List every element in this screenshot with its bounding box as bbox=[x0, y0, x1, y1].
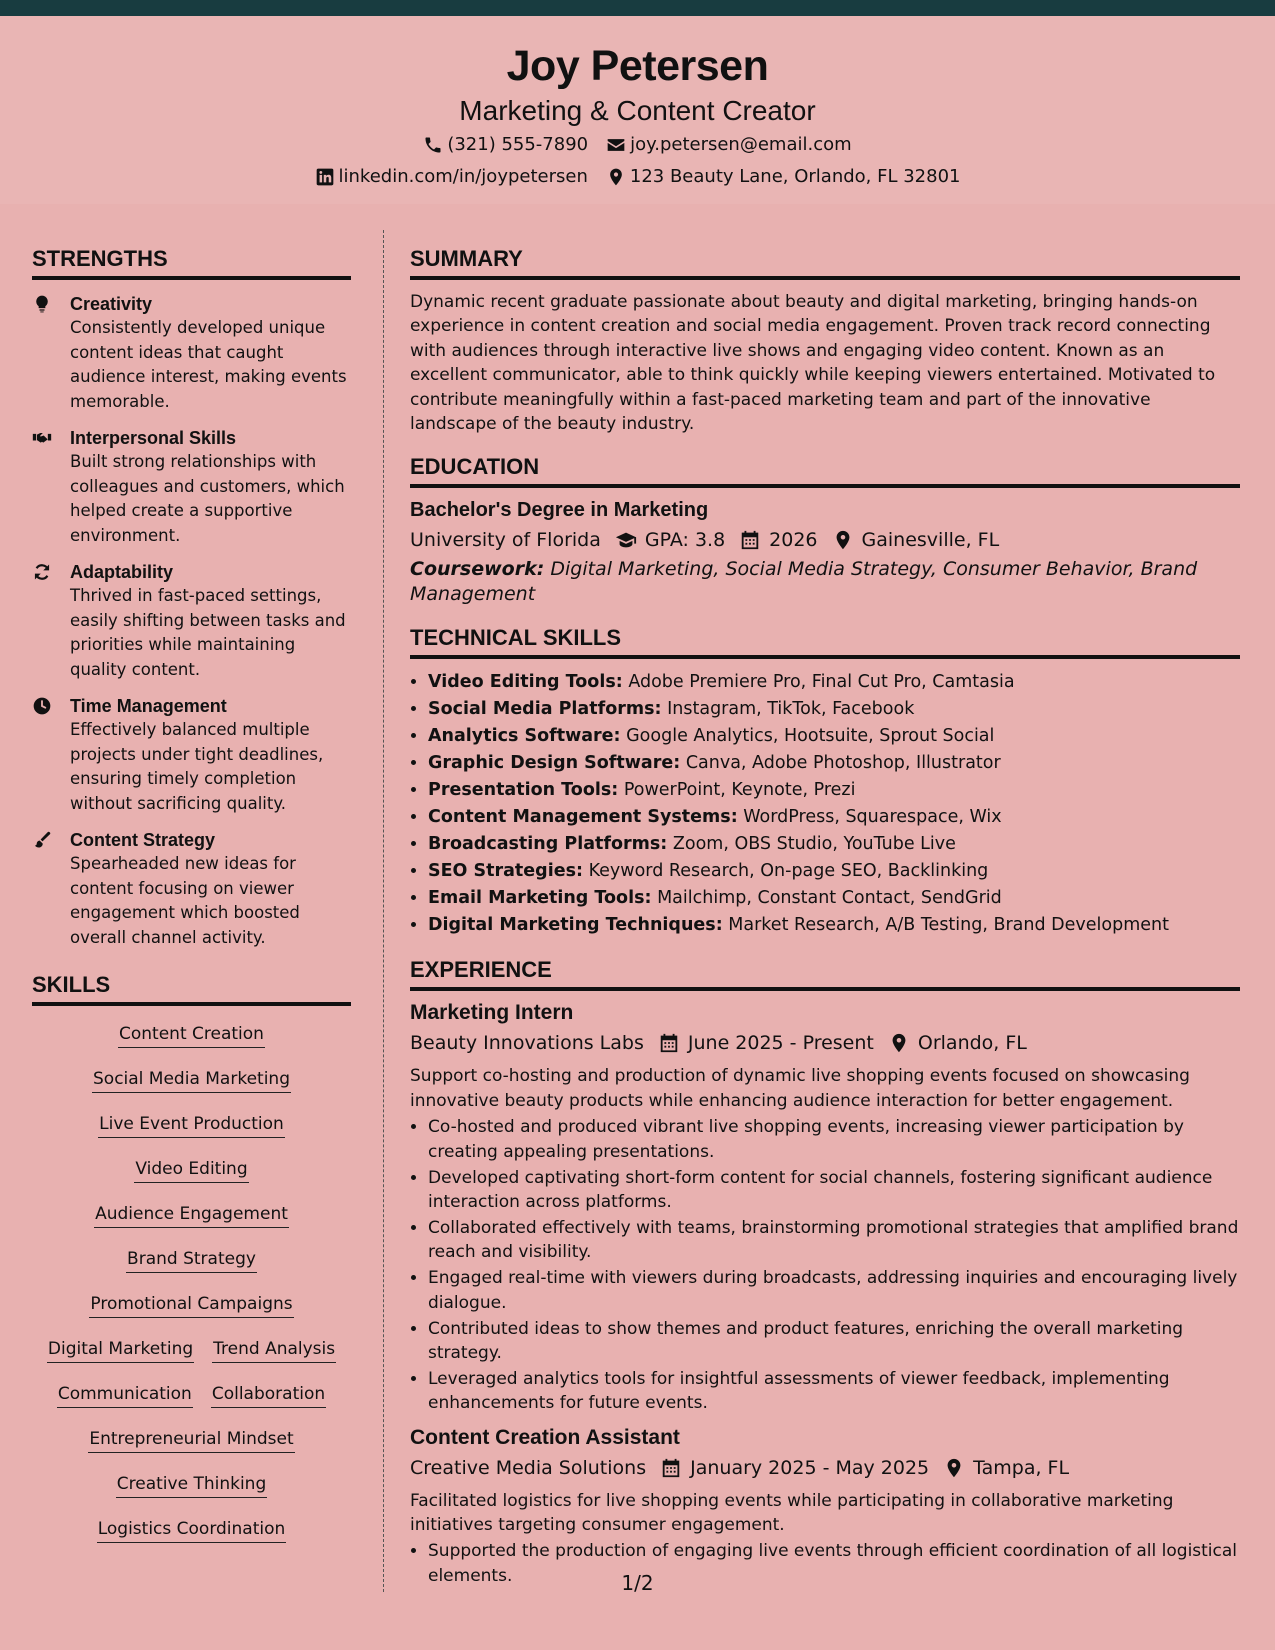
list-item bbox=[428, 777, 1240, 804]
list-item: • Engaged real-time with viewers during broadcasts, addressing inquiries and encouraging lively dialogue. bbox=[428, 1266, 1240, 1315]
strength-item bbox=[32, 560, 351, 682]
right-column bbox=[410, 246, 1240, 1590]
linkedin-contact[interactable] bbox=[315, 166, 588, 187]
strength-title: Creativity bbox=[70, 294, 153, 314]
job-meta bbox=[410, 1032, 1240, 1054]
coursework-label: Coursework: bbox=[410, 558, 545, 581]
graduation-cap-icon bbox=[615, 529, 637, 551]
address-text: 123 Beauty Lane, Orlando, FL 32801 bbox=[629, 166, 961, 187]
job-dates: January 2025 - May 2025 bbox=[690, 1456, 930, 1479]
address-contact bbox=[606, 166, 961, 187]
skill-tag: Content Creation bbox=[118, 1022, 265, 1048]
handshake-icon bbox=[32, 428, 52, 448]
skill-tag: Trend Analysis bbox=[212, 1337, 336, 1363]
list-item: • Developed captivating short-form content for social channels, fostering significant audience interaction across platforms. bbox=[428, 1166, 1240, 1215]
linkedin-text[interactable]: linkedin.com/in/joypetersen bbox=[338, 166, 588, 187]
skill-values: Canva, Adobe Photoshop, Illustrator bbox=[685, 753, 1001, 774]
strength-description: Consistently developed unique content ideas that caught audience interest, making events memorable. bbox=[70, 318, 347, 411]
skill-values: WordPress, Squarespace, Wix bbox=[743, 807, 1002, 828]
list-item: • Leveraged analytics tools for insightful assessments of viewer feedback, implementing enhancements for future events. bbox=[428, 1367, 1240, 1416]
phone-contact bbox=[423, 134, 588, 155]
skill-values: Adobe Premiere Pro, Final Cut Pro, Camtasia bbox=[628, 672, 1015, 693]
calendar-icon bbox=[660, 1457, 682, 1479]
list-item bbox=[428, 750, 1240, 777]
strength-description: Thrived in fast-paced settings, easily shifting between tasks and priorities while maintaining quality content. bbox=[70, 586, 346, 679]
degree-title: Bachelor's Degree in Marketing bbox=[410, 499, 709, 522]
calendar-icon bbox=[739, 529, 761, 551]
education-meta bbox=[410, 529, 1240, 551]
list-item bbox=[428, 885, 1240, 912]
strength-title: Time Management bbox=[70, 696, 227, 716]
job-title: Marketing Intern bbox=[410, 1001, 574, 1025]
map-pin-icon bbox=[888, 1032, 910, 1054]
contact-row-1 bbox=[0, 134, 1275, 155]
skill-tag: Brand Strategy bbox=[126, 1247, 257, 1273]
job-bullets bbox=[410, 1115, 1240, 1415]
strength-item bbox=[32, 694, 351, 816]
skill-values: Market Research, A/B Testing, Brand Development bbox=[728, 915, 1169, 936]
skill-tag: Social Media Marketing bbox=[92, 1067, 291, 1093]
technical-skills-heading: TECHNICAL SKILLS bbox=[410, 625, 1240, 659]
list-item bbox=[428, 858, 1240, 885]
skill-tag: Promotional Campaigns bbox=[89, 1292, 293, 1318]
list-item: • Contributed ideas to show themes and product features, enriching the overall marketing strategy. bbox=[428, 1317, 1240, 1366]
calendar-icon bbox=[658, 1032, 680, 1054]
summary-heading: SUMMARY bbox=[410, 246, 1240, 280]
candidate-name: Joy Petersen bbox=[506, 42, 769, 90]
skill-values: Zoom, OBS Studio, YouTube Live bbox=[672, 834, 956, 855]
refresh-icon bbox=[32, 562, 52, 582]
coursework bbox=[410, 557, 1240, 607]
skill-tag: Entrepreneurial Mindset bbox=[88, 1427, 294, 1453]
envelope-icon bbox=[606, 135, 626, 155]
clock-icon bbox=[32, 696, 52, 716]
paintbrush-icon bbox=[32, 830, 52, 850]
strength-item bbox=[32, 426, 351, 548]
skill-values: Instagram, TikTok, Facebook bbox=[667, 699, 915, 720]
skill-tag: Video Editing bbox=[134, 1157, 248, 1183]
skill-category: Email Marketing Tools: bbox=[428, 888, 652, 909]
company-name: Beauty Innovations Labs bbox=[410, 1032, 644, 1055]
skill-category: Graphic Design Software: bbox=[428, 753, 681, 774]
school-name: University of Florida bbox=[410, 529, 601, 552]
skill-category: Social Media Platforms: bbox=[428, 699, 662, 720]
list-item bbox=[428, 804, 1240, 831]
resume-header bbox=[0, 16, 1275, 204]
strength-description: Spearheaded new ideas for content focusing on viewer engagement which boosted overall channel activity. bbox=[70, 854, 300, 947]
column-divider bbox=[383, 230, 384, 1592]
skill-tag: Live Event Production bbox=[98, 1112, 285, 1138]
strength-description: Built strong relationships with colleagues and customers, which helped create a supportive environment. bbox=[70, 452, 345, 545]
list-item bbox=[428, 696, 1240, 723]
skill-category: SEO Strategies: bbox=[428, 861, 583, 882]
education-section bbox=[410, 454, 1240, 607]
strength-title: Content Strategy bbox=[70, 830, 216, 850]
email-contact[interactable] bbox=[606, 134, 852, 155]
school-location: Gainesville, FL bbox=[861, 529, 1000, 552]
skill-category: Analytics Software: bbox=[428, 726, 621, 747]
list-item bbox=[428, 912, 1240, 939]
contact-row-2 bbox=[0, 166, 1275, 187]
skills-list bbox=[32, 1006, 351, 1562]
skill-values: Mailchimp, Constant Contact, SendGrid bbox=[657, 888, 1002, 909]
skill-tag: Audience Engagement bbox=[94, 1202, 289, 1228]
skill-tag: Digital Marketing bbox=[47, 1337, 194, 1363]
list-item bbox=[428, 831, 1240, 858]
list-item: • Co-hosted and produced vibrant live shopping events, increasing viewer participation by creating appealing presentations. bbox=[428, 1115, 1240, 1164]
skill-category: Broadcasting Platforms: bbox=[428, 834, 668, 855]
phone-icon bbox=[423, 135, 443, 155]
map-pin-icon bbox=[606, 167, 626, 187]
skills-heading: SKILLS bbox=[32, 972, 351, 1006]
left-column bbox=[32, 246, 351, 1562]
gpa-text: GPA: 3.8 bbox=[644, 529, 726, 552]
skill-category: Video Editing Tools: bbox=[428, 672, 623, 693]
strengths-heading: STRENGTHS bbox=[32, 246, 351, 280]
experience-section bbox=[410, 957, 1240, 1588]
education-heading: EDUCATION bbox=[410, 454, 1240, 488]
phone-text: (321) 555-7890 bbox=[447, 134, 589, 155]
list-item bbox=[428, 723, 1240, 750]
technical-skills-list bbox=[410, 669, 1240, 939]
summary-text: Dynamic recent graduate passionate about beauty and digital marketing, bringing hands-on experience in content creation and social media engagement. Proven track record connecting with audiences through interactive live shows and engaging video content. Known as an excellent communicator, able to think quickly while keeping viewers entertained. Motivated to contribute meaningfully within a fast-paced marketing team and part of the innovative landscape of the beauty industry. bbox=[410, 292, 1216, 435]
skill-category: Digital Marketing Techniques: bbox=[428, 915, 723, 936]
list-item: • Supported the production of engaging live events through efficient coordination of all logistical elements. bbox=[428, 1539, 1240, 1588]
skill-values: PowerPoint, Keynote, Prezi bbox=[623, 780, 856, 801]
strength-title: Adaptability bbox=[70, 562, 174, 582]
job-summary: Facilitated logistics for live shopping events while participating in collaborative marketing initiatives targeting consumer engagement. bbox=[410, 1490, 1174, 1536]
company-name: Creative Media Solutions bbox=[410, 1456, 647, 1479]
skill-category: Content Management Systems: bbox=[428, 807, 738, 828]
job-title: Content Creation Assistant bbox=[410, 1425, 680, 1449]
top-accent-bar bbox=[0, 0, 1275, 16]
job-location: Orlando, FL bbox=[917, 1032, 1027, 1055]
strength-item bbox=[32, 828, 351, 950]
job-meta bbox=[410, 1457, 1240, 1479]
linkedin-icon bbox=[315, 167, 335, 187]
email-text[interactable]: joy.petersen@email.com bbox=[630, 134, 852, 155]
skill-tag: Creative Thinking bbox=[116, 1472, 267, 1498]
skill-tag: Collaboration bbox=[211, 1382, 326, 1408]
list-item bbox=[428, 669, 1240, 696]
job-location: Tampa, FL bbox=[973, 1456, 1070, 1479]
strength-item bbox=[32, 292, 351, 414]
graduation-year: 2026 bbox=[769, 529, 818, 552]
page-number: 1/2 bbox=[621, 1571, 654, 1595]
skill-values: Google Analytics, Hootsuite, Sprout Social bbox=[626, 726, 995, 747]
map-pin-icon bbox=[832, 529, 854, 551]
skill-category: Presentation Tools: bbox=[428, 780, 619, 801]
skill-values: Keyword Research, On-page SEO, Backlinking bbox=[588, 861, 989, 882]
strength-title: Interpersonal Skills bbox=[70, 428, 237, 448]
skill-tag: Communication bbox=[57, 1382, 193, 1408]
lightbulb-icon bbox=[32, 294, 52, 314]
skill-tag: Logistics Coordination bbox=[97, 1517, 287, 1543]
candidate-title: Marketing & Content Creator bbox=[459, 95, 816, 126]
map-pin-icon bbox=[943, 1457, 965, 1479]
strength-description: Effectively balanced multiple projects under tight deadlines, ensuring timely completion without sacrificing quality. bbox=[70, 720, 324, 813]
experience-heading: EXPERIENCE bbox=[410, 957, 1240, 991]
list-item: • Collaborated effectively with teams, brainstorming promotional strategies that amplified brand reach and visibility. bbox=[428, 1216, 1240, 1265]
job-dates: June 2025 - Present bbox=[687, 1032, 874, 1055]
job-summary: Support co-hosting and production of dynamic live shopping events focused on showcasing innovative beauty products while enhancing audience interaction for better engagement. bbox=[410, 1066, 1190, 1111]
technical-skills-section bbox=[410, 625, 1240, 939]
coursework-list: Digital Marketing, Social Media Strategy, Consumer Behavior, Brand Management bbox=[410, 558, 1198, 606]
